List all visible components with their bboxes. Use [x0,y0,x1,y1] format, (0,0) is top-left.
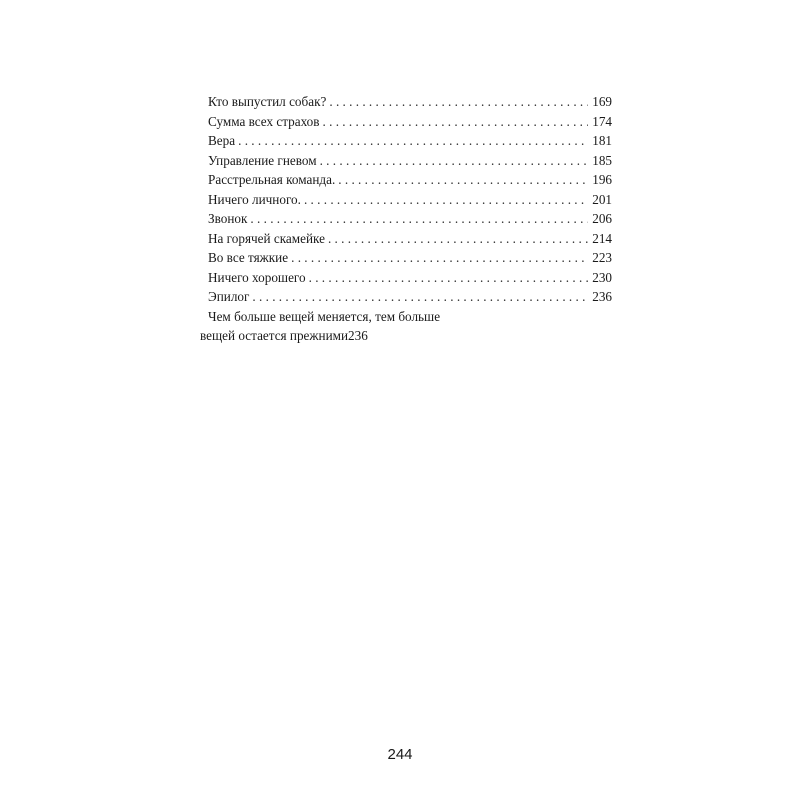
toc-entry-title: Вера [208,133,236,148]
toc-entry-title: Сумма всех страхов [208,113,320,129]
dot-leader [338,170,588,190]
toc-entry-second-row [200,326,612,346]
toc-entry-page: 181 [592,133,612,148]
toc-entry-title: Кто выпустил собак? [208,94,327,109]
dot-leader [323,112,589,132]
toc-entry-multiline [200,307,612,346]
page-number: 244 [387,746,413,763]
dot-leader [309,268,589,288]
toc-entry-title: Управление гневом [208,152,317,168]
toc-entry [208,248,612,268]
toc-entry [208,229,612,249]
toc-entry-page: 185 [592,152,612,168]
toc-entry-page: 236 [592,289,612,304]
toc-entry-page: 230 [592,269,612,285]
dot-leader [250,209,588,229]
dot-leader [252,287,588,307]
toc-entry-title: Звонок [208,211,248,226]
toc-entry [208,190,612,210]
toc-entry [208,209,612,229]
toc-entry-page: 169 [592,94,612,109]
dot-leader [328,229,588,249]
toc-entry [208,131,612,151]
toc-entry [208,112,612,132]
toc-entry [208,151,612,171]
dot-leader [238,131,588,151]
toc-entry-page: 174 [592,113,612,129]
toc-entry-page: 223 [592,250,612,265]
toc-entry [208,287,612,307]
toc-entry-title: На горячей скамейке [208,230,325,246]
dot-leader [304,190,588,210]
toc-entry-title-line1: Чем больше вещей меняется, тем больше [208,308,441,324]
toc-entry-title: Ничего хорошего [208,269,306,285]
toc-entry [208,170,612,190]
toc-entry-page: 236 [348,328,368,343]
toc-entry-page: 206 [592,211,612,226]
dot-leader [320,151,589,171]
dot-leader [329,92,588,112]
toc-entry-title: Расстрельная команда. [208,172,336,187]
toc-entry-title: Ничего личного. [208,191,301,207]
dot-leader [291,248,588,268]
toc-entry-title: Эпилог [208,289,250,304]
toc-entry [208,92,612,112]
toc-entry-title-line2: вещей остается прежними [200,328,349,343]
toc-entry-page: 196 [592,172,612,187]
toc-entry-page: 214 [592,230,612,246]
table-of-contents [200,92,612,346]
toc-entry-title: Во все тяжкие [208,250,289,265]
toc-entry-page: 201 [592,191,612,207]
toc-entry [208,268,612,288]
